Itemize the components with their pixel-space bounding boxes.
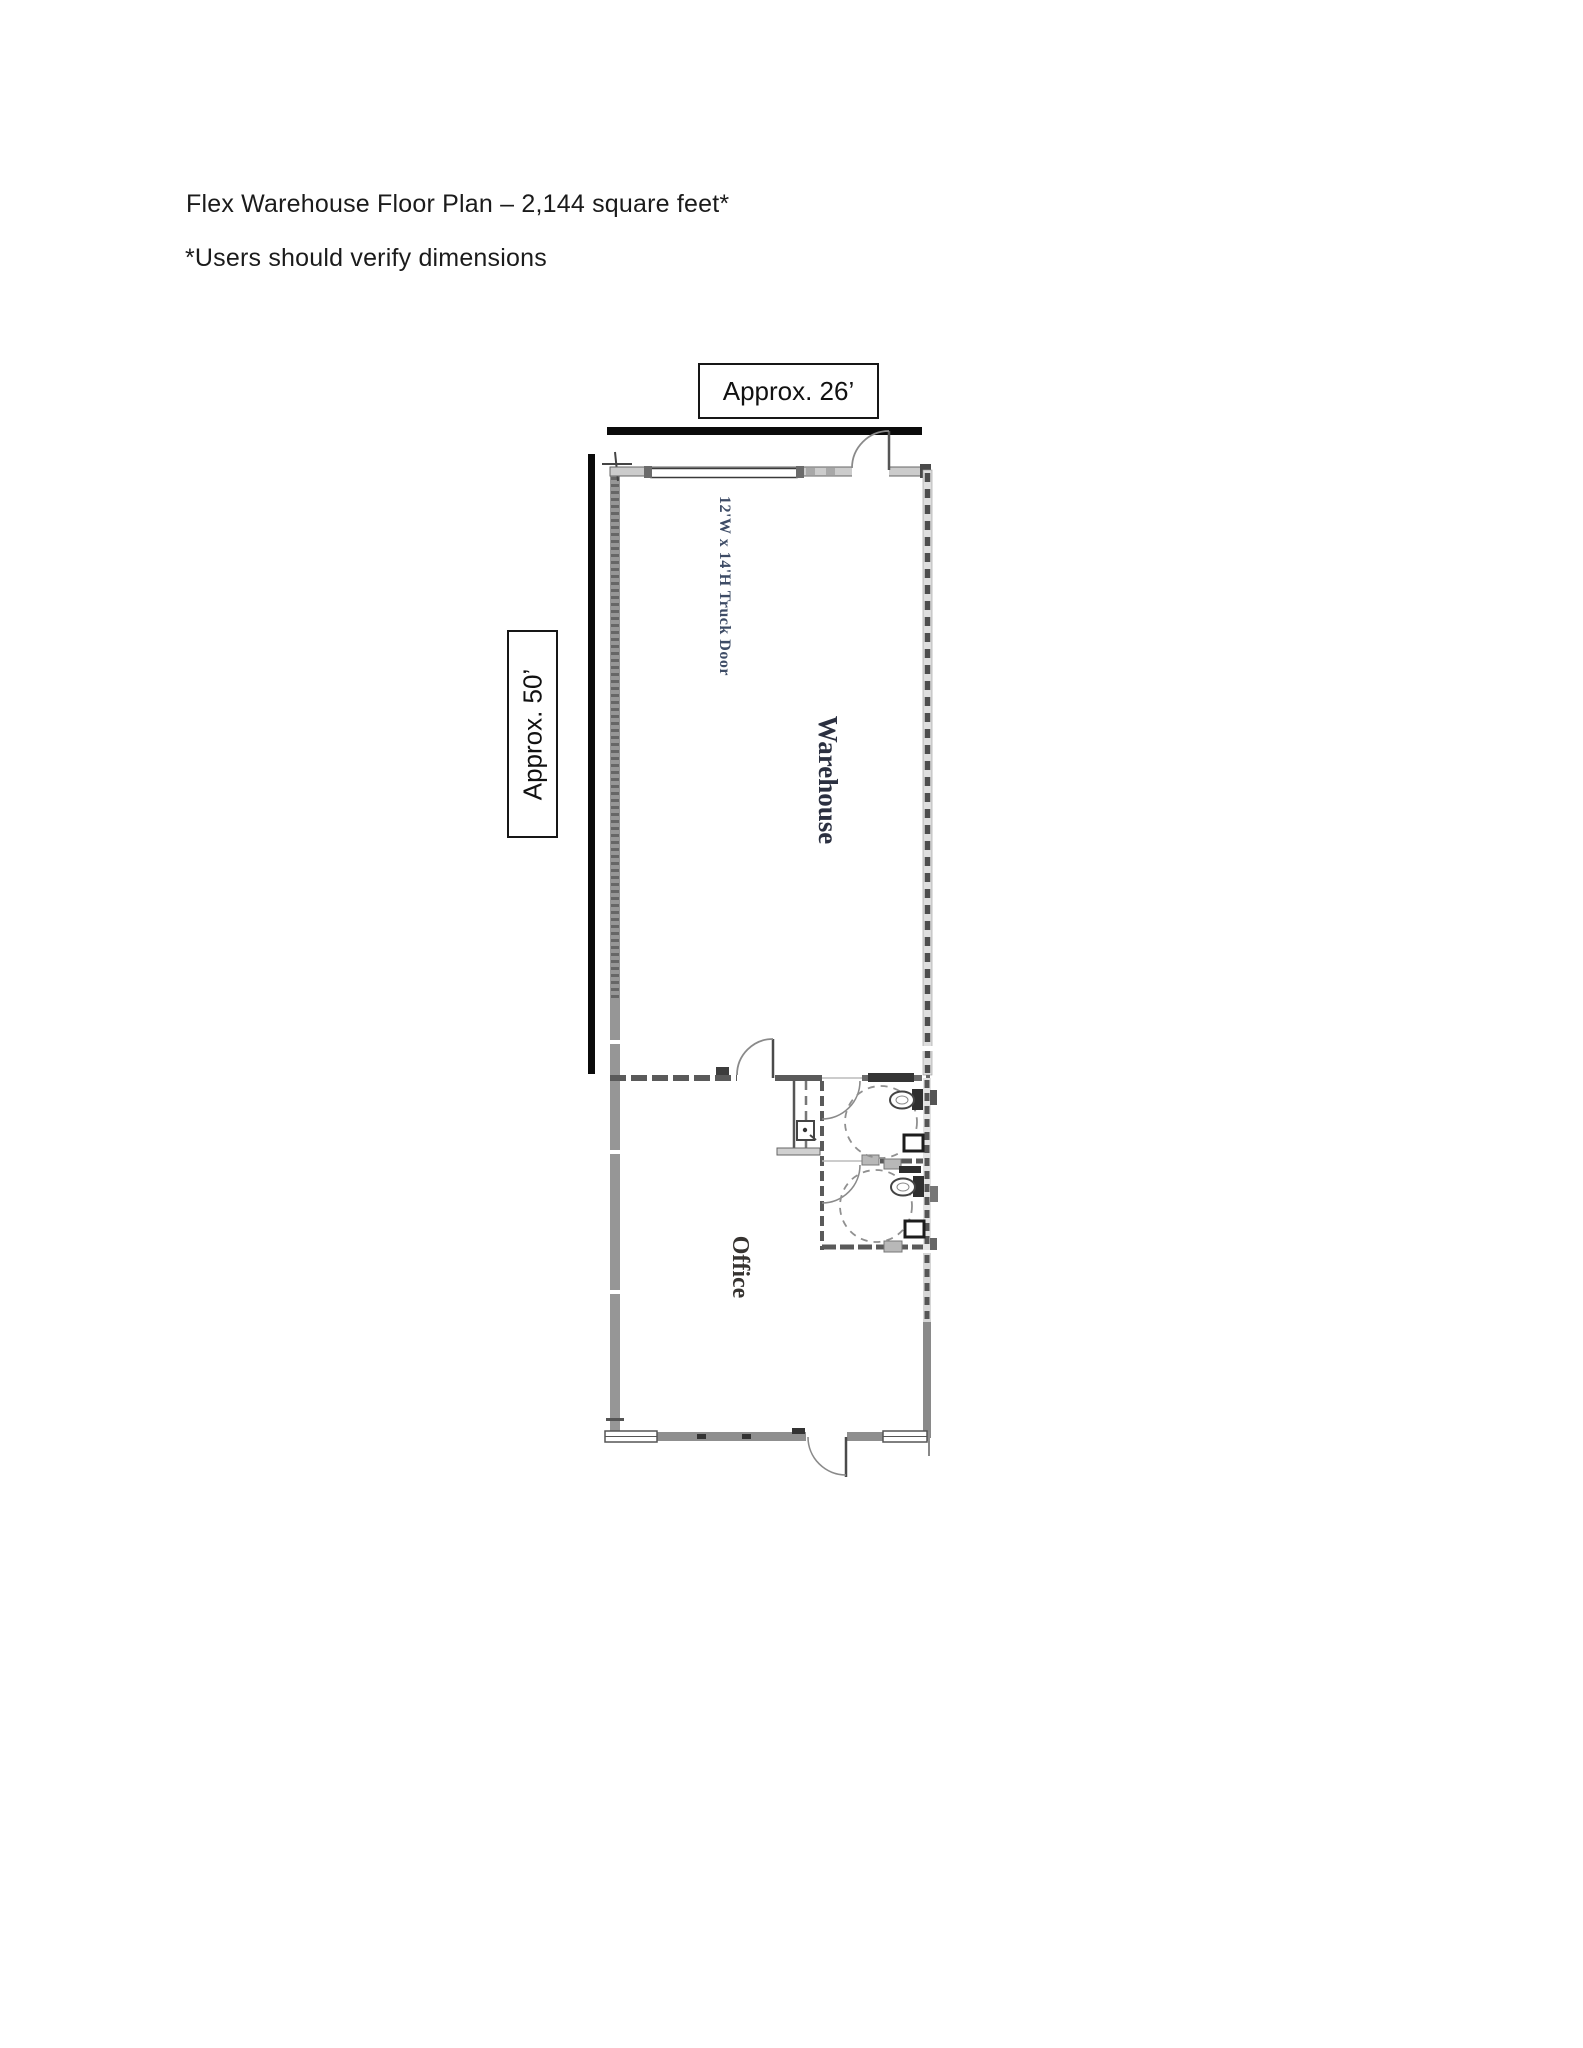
restroom-1 xyxy=(822,1081,923,1158)
top-exterior-wall xyxy=(610,464,931,478)
bottom-exterior-wall xyxy=(605,1428,930,1456)
page-title: Flex Warehouse Floor Plan – 2,144 square feet* xyxy=(186,190,730,218)
left-exterior-wall xyxy=(606,467,624,1440)
restroom-door xyxy=(822,1081,860,1119)
office-room-label: Office xyxy=(727,1235,753,1299)
warehouse-office-door xyxy=(737,1039,773,1078)
width-dimension-label: Approx. 26’ xyxy=(722,375,855,406)
right-exterior-wall-office xyxy=(923,1253,931,1438)
warehouse-room-label: Warehouse xyxy=(813,715,843,845)
sink xyxy=(904,1135,923,1151)
janitor-closet xyxy=(777,1081,820,1155)
truck-door-label: 12'W x 14'H Truck Door xyxy=(716,496,733,676)
warehouse-office-dividing-wall xyxy=(610,1067,930,1082)
toilet xyxy=(891,1176,924,1197)
restroom-2 xyxy=(822,1165,924,1242)
sink xyxy=(905,1221,924,1237)
depth-dimension-label: Approx. 50’ xyxy=(517,668,547,800)
warehouse-exterior-door xyxy=(852,431,889,470)
right-exterior-wall-warehouse xyxy=(921,470,934,1075)
toilet xyxy=(890,1089,923,1110)
disclaimer-note: *Users should verify dimensions xyxy=(185,244,547,272)
